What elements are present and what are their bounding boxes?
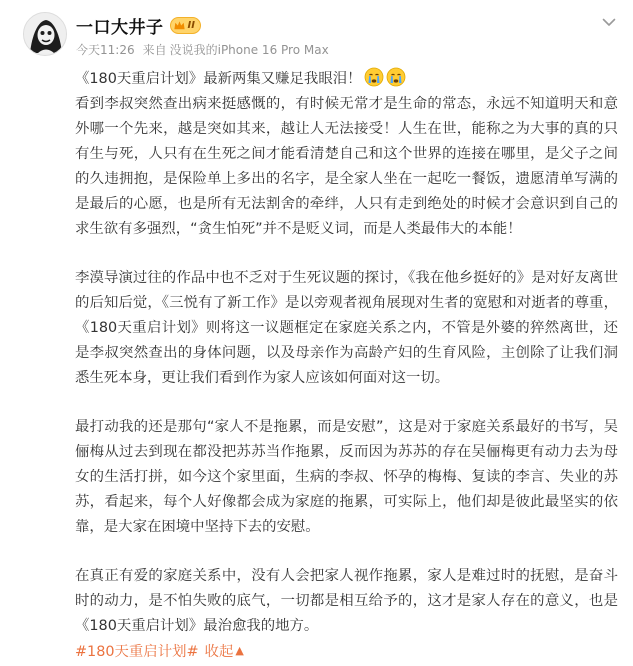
- avatar-image: [24, 13, 67, 56]
- post-footer: [75, 638, 244, 662]
- device-name: 没说我的iPhone 16 Pro Max: [169, 42, 329, 57]
- name-row: [76, 12, 593, 38]
- post-header: [76, 12, 593, 58]
- post-title-line: [75, 67, 618, 92]
- topic-tag-link[interactable]: #180天重启计划#: [75, 643, 199, 660]
- post-paragraph: [75, 67, 618, 242]
- post-meta: [76, 40, 593, 58]
- chevron-up-icon: ▲: [235, 643, 244, 657]
- post-title-text: 《180天重启计划》最新两集又赚足我眼泪！: [75, 71, 362, 87]
- crown-icon: [173, 19, 186, 32]
- post-paragraph: 最打动我的还是那句“家人不是拖累，而是安慰”，这是对于家庭关系最好的书写，吴俪梅从过去到现在都没把苏苏当作拖累，反而因为苏苏的存在吴俪梅更有动力去为母女的生活打拼，如今这个家里面，生病的李叔、怀孕的梅梅、复读的李言、失业的苏苏，看起来，每个人好像都会成为家庭的拖累，可实际上，他们却是彼此最坚实的依靠，是大家在困境中坚持下去的安慰。: [75, 419, 618, 535]
- avatar[interactable]: [23, 12, 67, 56]
- vip-badge[interactable]: [170, 17, 201, 34]
- collapse-label: 收起: [204, 643, 234, 660]
- post-time[interactable]: 今天11:26: [76, 42, 135, 57]
- post-paragraph-text: 看到李叔突然查出病来挺感慨的，有时候无常才是生命的常态，永远不知道明天和意外哪一个先来，越是突如其来，越让人无法接受！人生在世，能称之为大事的真的只有生与死，人只有在生死之间才能看清楚自己和这个世界的连接在哪里，是父子之间的久违拥抱，是保险单上多出的名字，是全家人坐在一起吃一餐饭，遗愿清单写满的是最后的心愿，也是所有无法割舍的牵绊，人只有走到绝处的时候才会意识到自己的求生欲有多强烈，“贪生怕死”并不是贬义词，而是人类最伟大的本能！: [75, 96, 618, 237]
- crying-face-icon: [364, 67, 384, 87]
- post-content: [75, 67, 618, 639]
- username[interactable]: 一口大井子: [76, 17, 164, 38]
- from-label: 来自: [142, 42, 167, 57]
- vip-level: II: [187, 19, 195, 31]
- post-paragraph: 在真正有爱的家庭关系中，没有人会把家人视作拖累，家人是难过时的抚慰，是奋斗时的动力，是不怕失败的底气，一切都是相互给予的，这才是家人存在的意义，也是《180天重启计划》最治愈我的地方。: [75, 568, 618, 634]
- collapse-button[interactable]: [205, 640, 244, 661]
- post-paragraph: 李漠导演过往的作品中也不乏对于生死议题的探讨，《我在他乡挺好的》是对好友离世的后知后觉，《三悦有了新工作》是以旁观者视角展现对生者的宽慰和对逝者的尊重，《180天重启计划》则将这一议题框定在家庭关系之内，不管是外婆的猝然离世，还是李叔突然查出的身体问题，以及母亲作为高龄产妇的生育风险，主创除了让我们洞悉生死本身，更让我们看到作为家人应该如何面对这一切。: [75, 270, 618, 386]
- chevron-down-icon: [602, 18, 616, 27]
- crying-face-icon: [386, 67, 406, 87]
- more-button[interactable]: [599, 12, 619, 32]
